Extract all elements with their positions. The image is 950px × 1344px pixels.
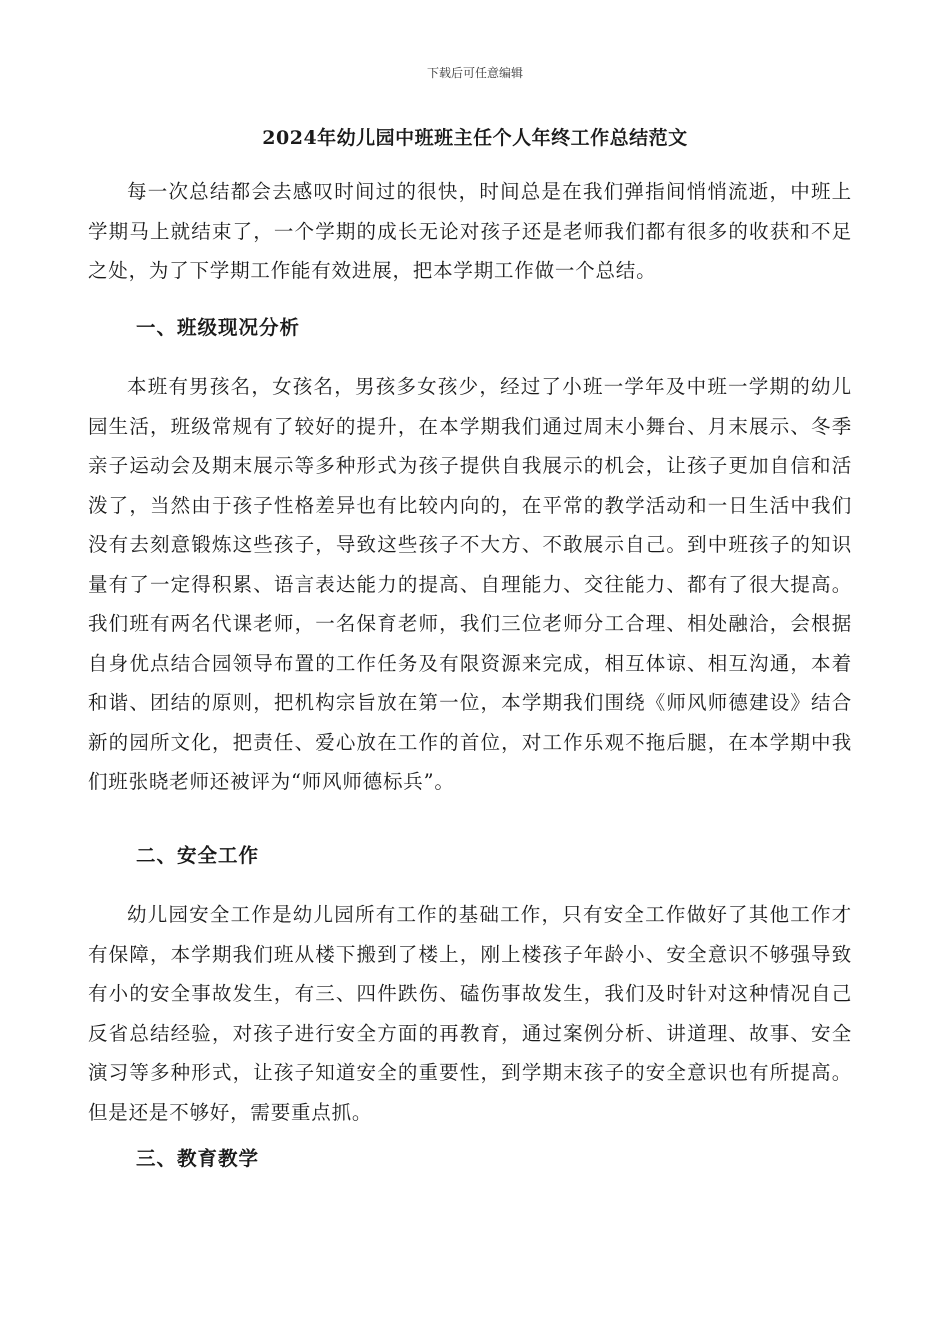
section-heading-safety: 二、安全工作: [136, 844, 260, 867]
section-body-safety: 幼儿园安全工作是幼儿园所有工作的基础工作，只有安全工作做好了其他工作才有保障，本学期我们班从楼下搬到了楼上，刚上楼孩子年龄小、安全意识不够强导致有小的安全事故发生，有三、四件跌伤、磕伤事故发生，我们及时针对这种情况自己反省总结经验，对孩子进行安全方面的再教育，通过案例分析、讲道理、故事、安全演习等多种形式，让孩子知道安全的重要性，到学期末孩子的安全意识也有所提高。但是还是不够好，需要重点抓。: [88, 903, 852, 1124]
intro-paragraph: 每一次总结都会去感叹时间过的很快，时间总是在我们弹指间悄悄流逝，中班上学期马上就结束了，一个学期的成长无论对孩子还是老师我们都有很多的收获和不足之处，为了下学期工作能有效进展，把本学期工作做一个总结。: [88, 180, 852, 282]
header-note: 下载后可任意编辑: [426, 66, 523, 80]
document-title: 2024年幼儿园中班班主任个人年终工作总结范文: [262, 127, 688, 149]
section-heading-class-status: 一、班级现况分析: [136, 316, 301, 339]
section-heading-teaching: 三、教育教学: [136, 1147, 260, 1170]
section-body-class-status: 本班有男孩名，女孩名，男孩多女孩少，经过了小班一学年及中班一学期的幼儿园生活，班级常规有了较好的提升，在本学期我们通过周末小舞台、月末展示、冬季亲子运动会及期末展示等多种形式为孩子提供自我展示的机会，让孩子更加自信和活泼了，当然由于孩子性格差异也有比较内向的，在平常的教学活动和一日生活中我们没有去刻意锻炼这些孩子，导致这些孩子不大方、不敢展示自己。到中班孩子的知识量有了一定得积累、语言表达能力的提高、自理能力、交往能力、都有了很大提高。我们班有两名代课老师，一名保育老师，我们三位老师分工合理、相处融洽，会根据自身优点结合园领导布置的工作任务及有限资源来完成，相互体谅、相互沟通，本着和谐、团结的原则，把机构宗旨放在第一位，本学期我们围绕《师风师德建设》结合新的园所文化，把责任、爱心放在工作的首位，对工作乐观不拖后腿，在本学期中我们班张晓老师还被评为“师风师德标兵”。: [88, 375, 852, 793]
